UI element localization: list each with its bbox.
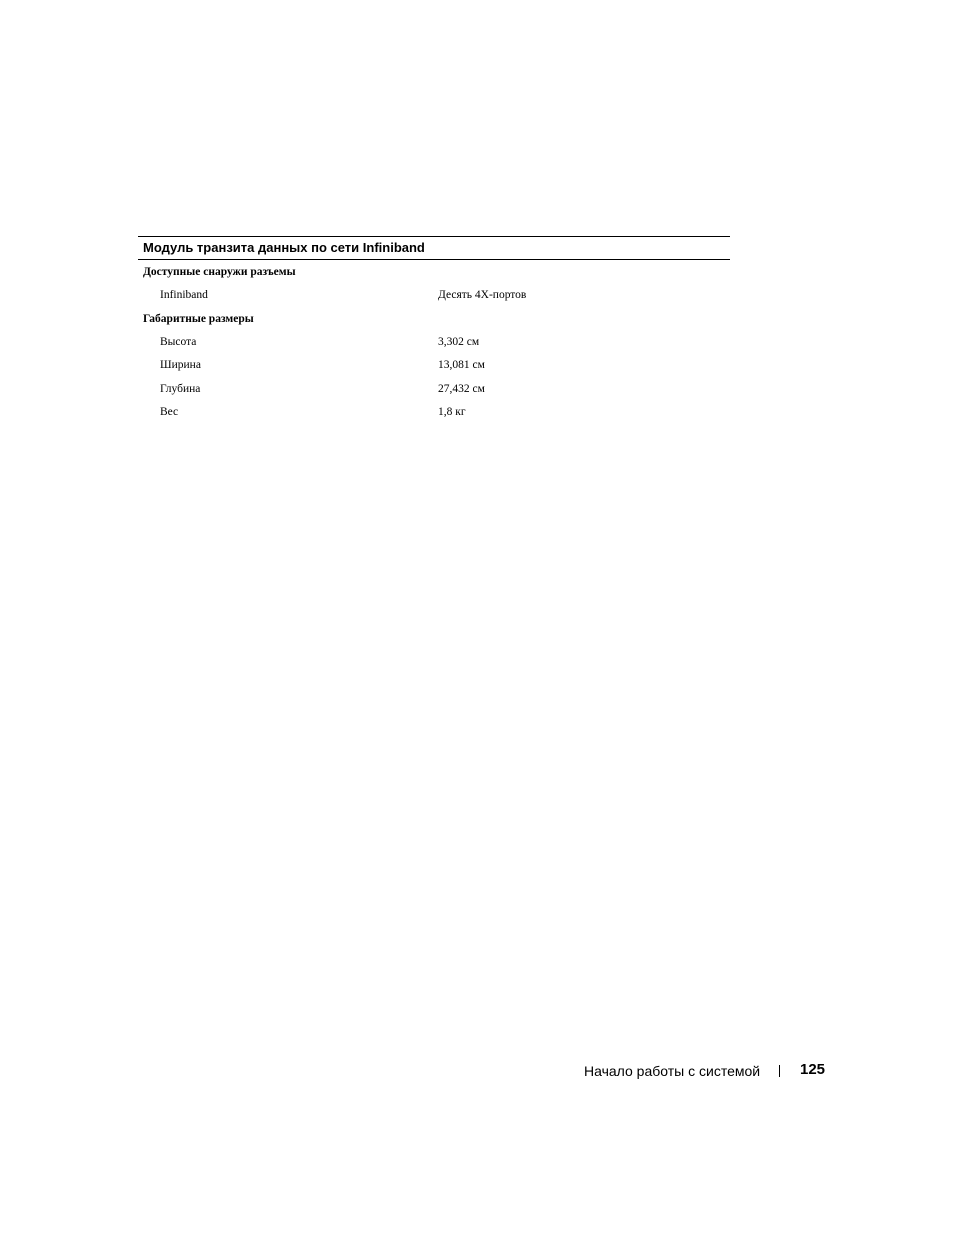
row-label-infiniband: Infiniband: [160, 289, 208, 301]
row-value-height: 3,302 см: [438, 336, 480, 348]
row-label-width: Ширина: [160, 359, 201, 371]
row-value-infiniband: Десять 4X-портов: [438, 289, 527, 301]
page-number: 125: [800, 1061, 826, 1078]
section-title-connectors: Доступные снаружи разъемы: [143, 266, 296, 278]
row-value-depth: 27,432 см: [438, 383, 485, 395]
spec-table: [138, 236, 730, 418]
row-value-width: 13,081 см: [438, 359, 485, 371]
section-title-dimensions: Габаритные размеры: [143, 313, 254, 325]
row-label-weight: Вес: [160, 406, 179, 418]
page-footer: [584, 1061, 824, 1081]
row-value-weight: 1,8 кг: [438, 406, 466, 418]
footer-separator: [779, 1065, 780, 1077]
row-label-height: Высота: [160, 336, 197, 348]
footer-chapter-title: Начало работы с системой: [584, 1063, 761, 1079]
row-label-depth: Глубина: [160, 383, 201, 395]
table-title: Модуль транзита данных по сети Infiniband: [138, 236, 730, 260]
